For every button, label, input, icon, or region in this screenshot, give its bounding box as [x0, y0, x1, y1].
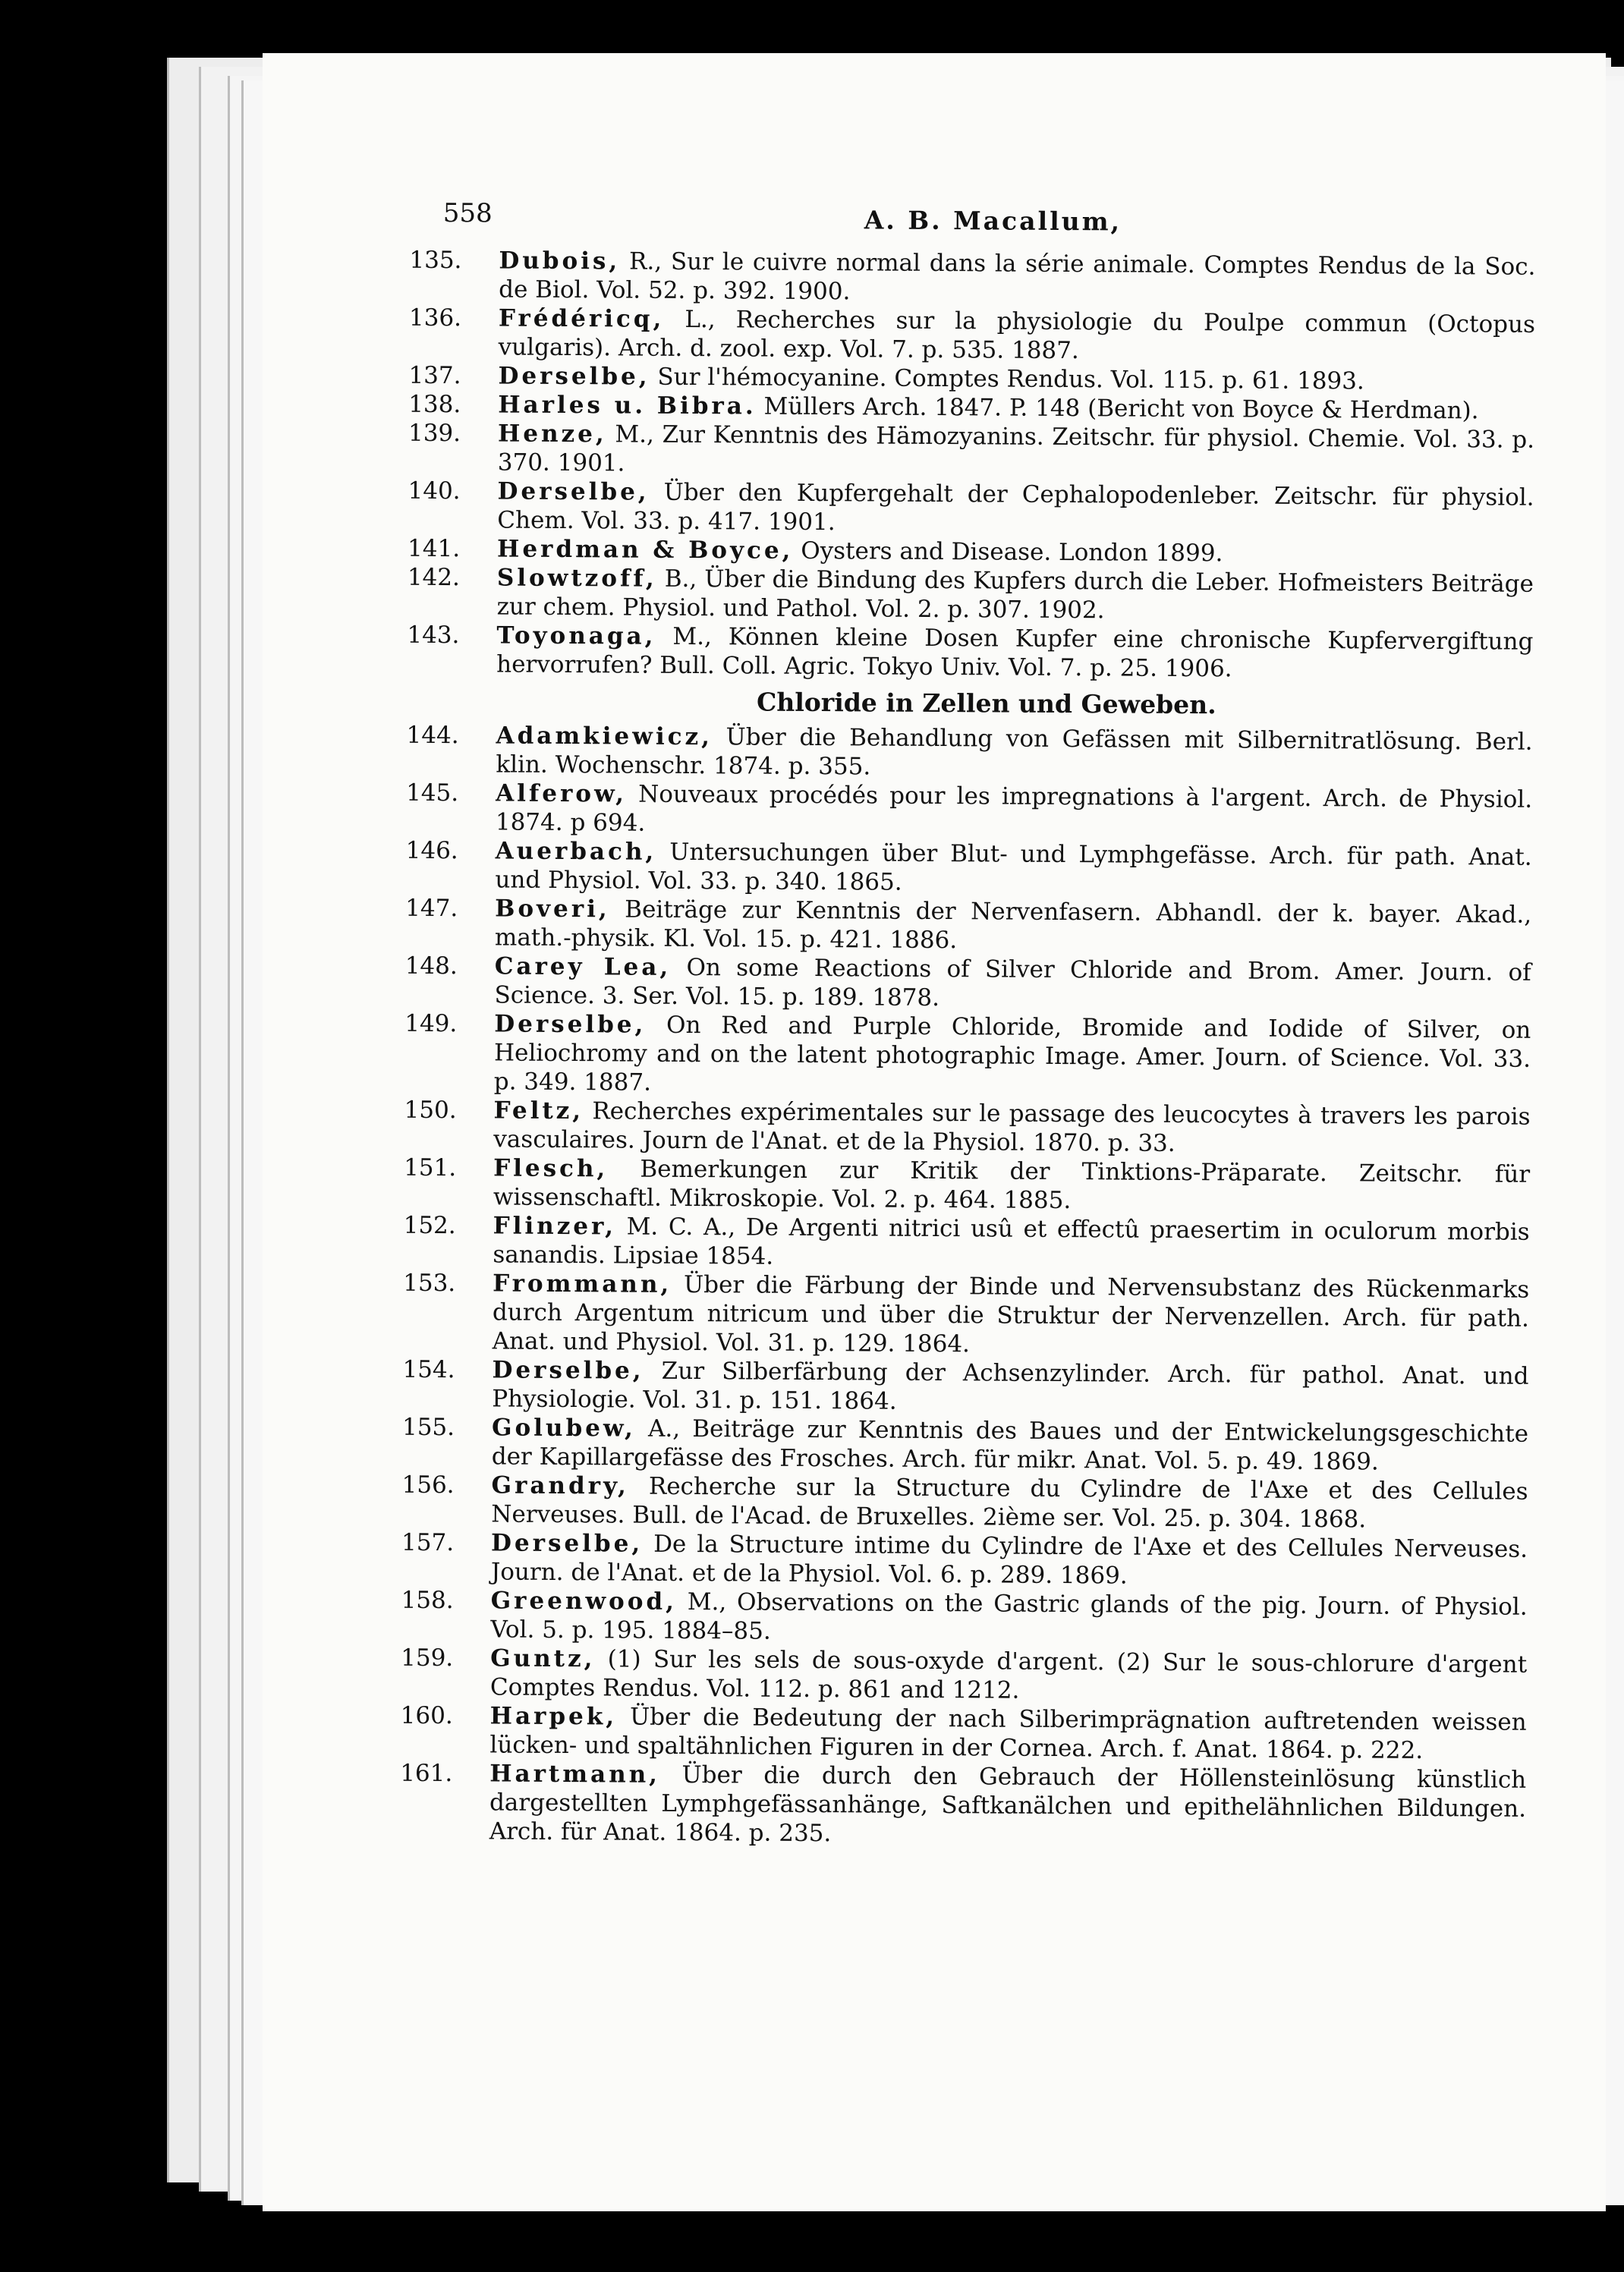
- reference-number: 158.: [401, 1586, 454, 1615]
- reference-author: Dubois,: [499, 247, 621, 275]
- reference-number: 148.: [404, 952, 458, 980]
- reference-entry: [405, 836, 1532, 901]
- reference-number: 145.: [406, 779, 459, 807]
- reference-text: B., Über die Bindung des Kupfers durch die Leber. Hofmeisters Beiträge zur chem. Physiol. und Pathol. Vol. 2. p. 307. 1902.: [496, 565, 1534, 625]
- reference-entry: [401, 1528, 1528, 1593]
- reference-entry: [401, 1471, 1528, 1535]
- reference-number: 159.: [401, 1644, 454, 1673]
- reference-entry: [400, 1759, 1527, 1852]
- reference-number: 152.: [403, 1211, 456, 1240]
- reference-text: Beiträge zur Kenntnis der Nervenfasern. Abhandl. der k. bayer. Akad., math.-physik. Kl. Vol. 15. p. 421. 1886.: [494, 895, 1532, 955]
- reference-author: Derselbe,: [492, 1356, 644, 1385]
- reference-number: 151.: [404, 1153, 457, 1182]
- reference-number: 157.: [401, 1528, 455, 1557]
- reference-number: 153.: [403, 1269, 456, 1298]
- reference-text: Recherche sur la Structure du Cylindre de l'Axe et des Cellules Nerveuses. Bull. de l'Acad. de Bruxelles. 2ième ser. Vol. 25. p. 304. 1868.: [491, 1472, 1528, 1534]
- reference-number: 146.: [405, 836, 458, 865]
- reference-number: 155.: [401, 1413, 455, 1442]
- reference-author: Flinzer,: [493, 1212, 617, 1241]
- reference-number: 149.: [404, 1009, 458, 1038]
- reference-entry: [404, 1009, 1531, 1103]
- reference-entry: [401, 1586, 1528, 1651]
- reference-number: 161.: [400, 1759, 453, 1788]
- reference-author: Golubew,: [491, 1414, 636, 1443]
- reference-text: Müllers Arch. 1847. P. 148 (Bericht von Boyce & Herdman).: [763, 392, 1479, 425]
- reference-author: Alferow,: [496, 779, 628, 808]
- reference-author: Grandry,: [491, 1471, 629, 1500]
- reference-entry: [408, 419, 1535, 483]
- reference-number: 160.: [400, 1701, 453, 1730]
- reference-author: Derselbe,: [498, 362, 650, 391]
- reference-entry: [406, 779, 1533, 843]
- page-header: [443, 190, 1536, 250]
- reference-entry: [408, 304, 1536, 368]
- reference-author: Henze,: [497, 420, 607, 448]
- reference-number: 156.: [401, 1471, 455, 1499]
- page-content: [400, 190, 1536, 1852]
- reference-text: On Red and Purple Chloride, Bromide and Iodide of Silver, on Heliochromy and on the latent photographic Image. Amer. Journ. of Science. Vol. 33. p. 349. 1887.: [493, 1011, 1531, 1097]
- reference-entry: [404, 952, 1531, 1016]
- reference-text: Über den Kupfergehalt der Cephalopodenleber. Zeitschr. für physiol. Chem. Vol. 33. p. 417. 1901.: [497, 478, 1534, 537]
- reference-author: Guntz,: [490, 1644, 596, 1673]
- reference-text: Über die Behandlung von Gefässen mit Silbernitratlösung. Berl. klin. Wochenschr. 1874. p. 355.: [496, 723, 1533, 781]
- page-number: 558: [442, 197, 493, 229]
- reference-text: Bemerkungen zur Kritik der Tinktions-Präparate. Zeitschr. für wissenschaftl. Mikroskopie. Vol. 2. p. 464. 1885.: [493, 1155, 1531, 1215]
- reference-author: Boveri,: [495, 895, 610, 924]
- reference-text: De la Structure intime du Cylindre de l'Axe et des Cellules Nerveuses. Journ. de l'Anat. et de la Physiol. Vol. 6. p. 289. 1869.: [490, 1530, 1528, 1590]
- reference-author: Derselbe,: [497, 477, 650, 506]
- reference-author: Auerbach,: [495, 837, 657, 866]
- reference-text: M., Zur Kenntnis des Hämozyanins. Zeitschr. für physiol. Chemie. Vol. 33. p. 370. 1901.: [497, 420, 1535, 477]
- reference-text: Sur l'hémocyanine. Comptes Rendus. Vol. 115. p. 61. 1893.: [657, 363, 1364, 395]
- reference-list-chlorides: [400, 721, 1533, 1852]
- reference-author: Slowtzoff,: [496, 564, 657, 593]
- reference-text: R., Sur le cuivre normal dans la série animale. Comptes Rendus de la Soc. de Biol. Vol. 52. p. 392. 1900.: [499, 247, 1536, 306]
- reference-entry: [405, 894, 1532, 958]
- reference-number: 136.: [408, 304, 462, 332]
- running-title: A. B. Macallum,: [864, 205, 1122, 237]
- reference-author: Feltz,: [493, 1097, 584, 1125]
- reference-number: 138.: [408, 390, 461, 419]
- reference-entry: [400, 1701, 1527, 1766]
- reference-entry: [404, 1096, 1531, 1160]
- reference-number: 139.: [408, 419, 461, 448]
- reference-text: M. C. A., De Argenti nitrici usû et effectû praesertim in oculorum morbis sanandis. Lipsiae 1854.: [493, 1213, 1530, 1270]
- reference-author: Carey Lea,: [494, 952, 672, 981]
- reference-entry: [402, 1355, 1529, 1420]
- reference-entry: [409, 246, 1536, 310]
- reference-text: Recherches expérimentales sur le passage des leucocytes à travers les parois vasculaires. Journ de l'Anat. et de la Physiol. 1870. p. 33.: [493, 1097, 1531, 1157]
- reference-text: On some Reactions of Silver Chloride and Brom. Amer. Journ. of Science. 3. Ser. Vol. 15. p. 189. 1878.: [494, 953, 1531, 1012]
- reference-author: Toyonaga,: [496, 621, 656, 650]
- reference-number: 144.: [406, 721, 459, 750]
- reference-text: Oysters and Disease. London 1899.: [801, 537, 1223, 568]
- reference-author: Frommann,: [493, 1270, 672, 1298]
- reference-text: M., Können kleine Dosen Kupfer eine chronische Kupfervergiftung hervorrufen? Bull. Coll. Agric. Tokyo Univ. Vol. 7. p. 25. 1906.: [496, 622, 1534, 683]
- reference-entry: [407, 563, 1534, 628]
- reference-text: (1) Sur les sels de sous-oxyde d'argent. (2) Sur le sous-chlorure d'argent Comptes Rendus. Vol. 112. p. 861 and 1212.: [489, 1645, 1528, 1704]
- reference-text: Untersuchungen über Blut- und Lymphgefässe. Arch. für path. Anat. und Physiol. Vol. 33. p. 340. 1865.: [495, 838, 1532, 896]
- reference-text: Zur Silberfärbung der Achsenzylinder. Arch. für pathol. Anat. und Physiologie. Vol. 31. p. 151. 1864.: [492, 1357, 1529, 1415]
- reference-number: 143.: [407, 621, 460, 650]
- reference-entry: [406, 721, 1533, 785]
- reference-text: M., Observations on the Gastric glands of the pig. Journ. of Physiol. Vol. 5. p. 195. 1884–85.: [490, 1588, 1528, 1645]
- reference-entry: [404, 1153, 1531, 1218]
- reference-entry: [401, 1644, 1528, 1708]
- reference-number: 140.: [408, 477, 461, 505]
- reference-author: Harles u. Bibra.: [498, 391, 757, 420]
- reference-text: Über die durch den Gebrauch der Höllensteinlösung künstlich dargestellten Lymphgefässanhänge, Saftkanälchen und epithelähnlichen Bildungen. Arch. für Anat. 1864. p. 235.: [489, 1761, 1527, 1848]
- reference-text: Nouveaux procédés pour les impregnations à l'argent. Arch. de Physiol. 1874. p 694.: [495, 780, 1533, 837]
- reference-author: Greenwood,: [490, 1587, 678, 1616]
- reference-number: 147.: [405, 894, 458, 923]
- reference-entry: [407, 621, 1534, 685]
- reference-entry: [403, 1269, 1530, 1362]
- reference-entry: [401, 1413, 1529, 1477]
- reference-text: Über die Bedeutung der nach Silberimprägnation auftretenden weissen lücken- und spaltähnlichen Figuren in der Cornea. Arch. f. Anat. 1864. p. 222.: [489, 1703, 1527, 1764]
- reference-text: Über die Färbung der Binde und Nervensubstanz des Rückenmarks durch Argentum nitricum und über die Struktur der Nervenzellen. Arch. für path. Anat. und Physiol. Vol. 31. p. 129. 1864.: [492, 1270, 1530, 1358]
- reference-number: 135.: [409, 246, 462, 275]
- reference-entry: [403, 1211, 1530, 1276]
- reference-number: 154.: [402, 1355, 455, 1384]
- reference-text: L., Recherches sur la physiologie du Poulpe commun (Octopus vulgaris). Arch. d. zool. exp. Vol. 7. p. 535. 1887.: [498, 305, 1536, 365]
- reference-author: Frédéricq,: [498, 304, 665, 333]
- document-page: [263, 53, 1606, 2211]
- reference-number: 150.: [404, 1096, 457, 1125]
- reference-list-copper: [407, 246, 1536, 685]
- reference-author: Hartmann,: [489, 1760, 661, 1789]
- reference-author: Derselbe,: [494, 1010, 647, 1039]
- reference-author: Harpek,: [489, 1702, 618, 1731]
- reference-text: A., Beiträge zur Kenntnis des Baues und der Entwickelungsgeschichte der Kapillargefässe des Frosches. Arch. für mikr. Anat. Vol. 5. p. 49. 1869.: [491, 1414, 1529, 1476]
- reference-author: Herdman & Boyce,: [496, 535, 794, 565]
- reference-author: Adamkiewicz,: [496, 722, 713, 751]
- reference-entry: [408, 477, 1534, 541]
- reference-number: 137.: [408, 361, 461, 390]
- reference-author: Derselbe,: [490, 1529, 644, 1558]
- reference-number: 141.: [408, 534, 461, 563]
- section-heading: Chloride in Zellen und Geweben.: [756, 687, 1216, 720]
- reference-author: Flesch,: [493, 1154, 609, 1183]
- reference-number: 142.: [407, 563, 461, 592]
